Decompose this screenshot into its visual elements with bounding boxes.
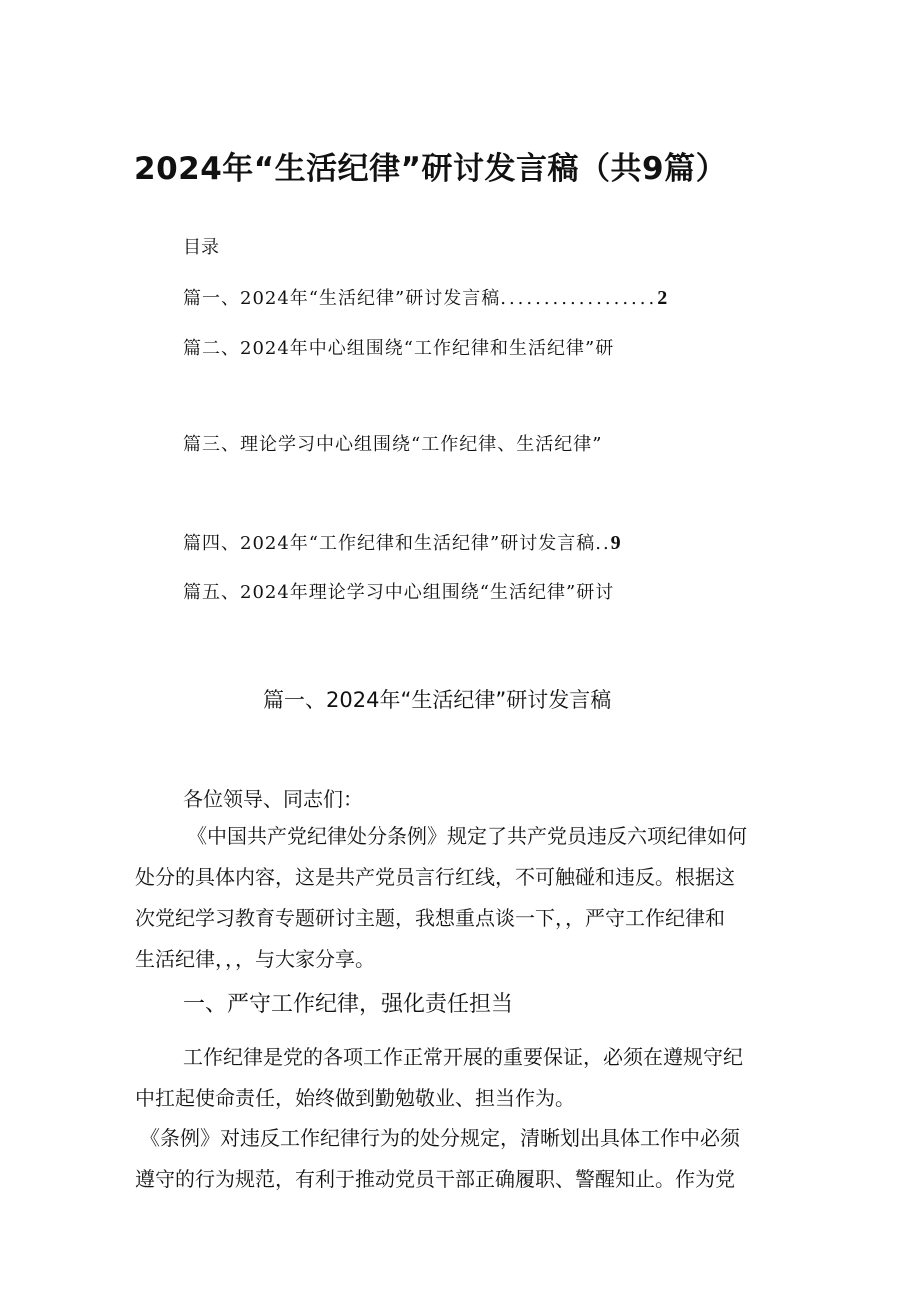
toc-entry-label: 篇二、2024年中心组围绕“工作纪律和生活纪律”研 — [183, 338, 615, 359]
toc-entry-label: 篇四、2024年“工作纪律和生活纪律”研讨发言稿 — [183, 533, 596, 554]
paragraph-line: 遵守的行为规范，有利于推动党员干部正确履职、警醒知止。作为党 — [135, 1167, 735, 1191]
toc-entry-label: 篇一、2024年“生活纪律”研讨发言稿 — [183, 288, 501, 309]
toc-heading: 目录 — [183, 237, 219, 258]
toc-entry[interactable] — [183, 529, 622, 555]
body-paragraph — [135, 1037, 790, 1119]
toc-entry[interactable] — [183, 430, 602, 456]
paragraph-line: 处分的具体内容，这是共产党员言行红线，不可触碰和违反。根据这 — [135, 865, 735, 889]
paragraph-line: 工作纪律是党的各项工作正常开展的重要保证，必须在遵规守纪 — [183, 1045, 743, 1069]
body-paragraph — [135, 1118, 795, 1200]
toc-leader: .. — [595, 533, 611, 554]
paragraph-line: 《条例》对违反工作纪律行为的处分规定，清晰划出具体工作中必须 — [140, 1126, 740, 1150]
section-heading: 一、严守工作纪律，强化责任担当 — [183, 992, 514, 1017]
toc-entry[interactable] — [183, 284, 668, 310]
body-paragraph — [135, 816, 790, 980]
paragraph-line: 次党纪学习教育专题研讨主题，我想重点谈一下，，严守工作纪律和 — [135, 906, 725, 930]
document-title: 2024年“生活纪律”研讨发言稿（共9篇） — [134, 151, 728, 187]
toc-entry-label: 篇五、2024年理论学习中心组围绕“生活纪律”研讨 — [183, 582, 615, 603]
toc-leader: .................. — [500, 288, 658, 309]
greeting: 各位领导、同志们： — [183, 787, 363, 811]
toc-entry-label: 篇三、理论学习中心组围绕“工作纪律、生活纪律” — [183, 434, 603, 455]
toc-page-number: 2 — [657, 287, 669, 309]
paragraph-line: 《中国共产党纪律处分条例》规定了共产党员违反六项纪律如何 — [187, 824, 747, 848]
toc-page-number: 9 — [610, 532, 622, 554]
toc-entry[interactable] — [183, 334, 614, 360]
paragraph-line: 生活纪律，，，与大家分享。 — [135, 947, 375, 971]
paragraph-line: 中扛起使命责任，始终做到勤勉敬业、担当作为。 — [135, 1086, 575, 1110]
toc-entry[interactable] — [183, 578, 614, 604]
section-title: 篇一、2024年“生活纪律”研讨发言稿 — [263, 688, 612, 712]
